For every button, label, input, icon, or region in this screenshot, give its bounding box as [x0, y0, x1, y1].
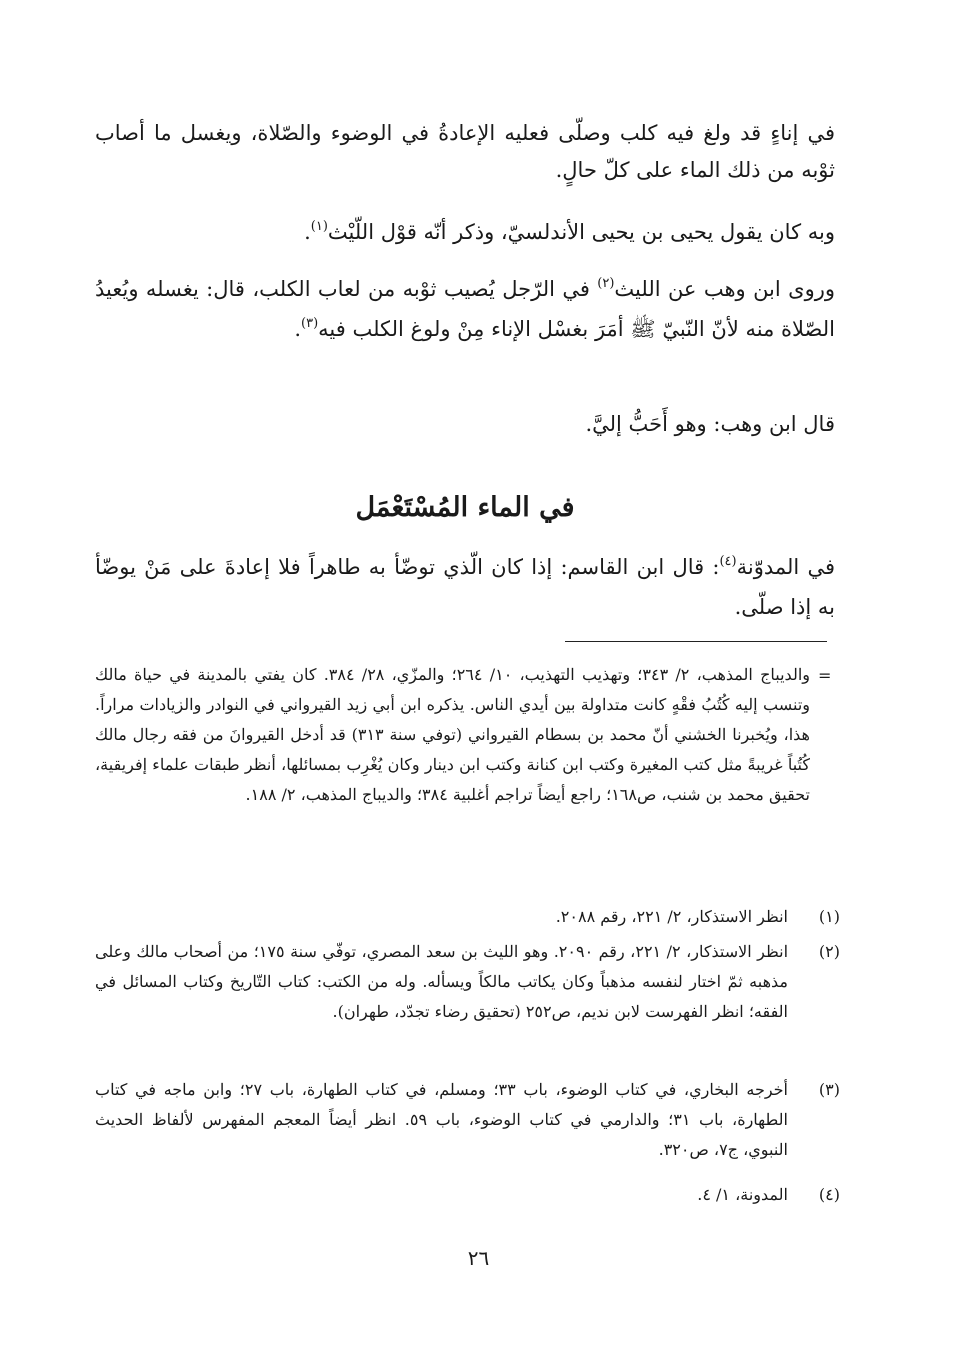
footnote-4-text: المدونة، ١/ ٤.	[697, 1185, 788, 1204]
paragraph-5-text-a: في المدوّنة	[736, 555, 835, 579]
paragraph-3-end: .	[294, 317, 302, 341]
footnote-4	[95, 1180, 840, 1210]
footnote-2-text: انظر الاستذكار، ٢/ ٢٢١، رقم ٢٠٩٠. وهو الليث بن سعد المصري، توفّي سنة ١٧٥؛ من أصحاب مالك وعلى مذهبه ثمّ اختار لنفسه مذهباً وكان يكاتب مالكاً ويسأله. وله من الكتب: كتاب التّاريخ وكتاب المسائل في الفقه؛ انظر الفهرست لابن نديم، ص٢٥٢ (تحقيق رضاء تجدّد، طهران).	[95, 942, 789, 1021]
paragraph-3-text-a: وروى ابن وهب عن الليث	[614, 277, 835, 301]
paragraph-1: في إناءٍ قد ولغ فيه كلب وصلّى فعليه الإعادةُ في الوضوء والصّلاة، ويغسل ما أصاب ثوْبه من ذلك الماء على كلّ حالٍ.	[95, 121, 835, 182]
footnote-ref-1: (١)	[310, 219, 328, 234]
footnote-ref-4: (٤)	[719, 554, 737, 569]
paragraph-5	[95, 549, 835, 626]
paragraph-2-text: وبه كان يقول يحيى بن يحيى الأندلسيّ، وذكر أنّه قوْل اللّيْث	[327, 220, 835, 244]
continued-footnote-marker: =	[818, 666, 832, 685]
footnote-ref-3: (٣)	[301, 316, 319, 331]
paragraph-4: قال ابن وهب: وهو أَحَبُّ إليَّ.	[585, 412, 835, 436]
footnote-2-number: (٢)	[818, 942, 840, 961]
paragraph-5-text-b: : قال ابن القاسم: إذا كان الّذي توضّأ به طاهراً فلا إعادةَ على مَنْ يوضّأ به إذا صلّى.	[95, 555, 835, 619]
footnote-3-text: أخرجه البخاري، في كتاب الوضوء، باب ٣٣؛ ومسلم، في كتاب الطهارة، باب ٢٧؛ وابن ماجه في كتاب الطهارة، باب ٣١؛ والدارمي في كتاب الوضوء، باب ٥٩. انظر أيضاً المعجم المفهرس لألفاظ الحديث النبوي، ج٧، ص٣٢٠.	[95, 1080, 789, 1159]
footnote-4-number: (٤)	[818, 1185, 840, 1204]
footnote-divider	[565, 641, 827, 642]
footnote-ref-2: (٢)	[597, 276, 615, 291]
continued-footnote: والديباج المذهب، ٢/ ٣٤٣؛ وتهذيب التهذيب، ١٠/ ٢٦٤؛ والمزّي، ٢٨/ ٣٨٤. كان يفتي بالمدينة في حياة مالك وتنسب إليه كُتُبُ فقْهٍ كانت متداولة بين أيدي الناس. يذكره ابن أبي زيد القيرواني في النوادر والزيادات مراراً. هذا، ويُخبرنا الخشني أنّ محمد بن بسطام القيرواني (توفي سنة ٣١٣) قد أدخل القيروانَ من فقه رجال مالك كُتُباً غريبةً مثل كتب المغيرة وكتب ابن كنانة وكتب ابن دينار وكان يُغْرِب بمسائلها، أنظر طبقات علماء إفريقية، تحقيق محمد بن شنب، ص١٦٨؛ راجع أيضاً تراجم أغلبية ٣٨٤؛ والديباج المذهب، ٢/ ١٨٨.	[95, 665, 810, 804]
footnote-1-text: انظر الاستذكار، ٢/ ٢٢١، رقم ٢٠٨٨.	[555, 907, 788, 926]
footnote-1	[95, 902, 840, 932]
page-number: ٢٦	[467, 1246, 490, 1270]
footnote-1-number: (١)	[818, 907, 840, 926]
footnote-3	[95, 1075, 840, 1165]
paragraph-2-end: .	[304, 220, 311, 244]
footnote-2	[95, 937, 840, 1027]
paragraph-3-text-b: في الرّجل يُصيب ثوْبه من لعاب الكلب، قال: يغسله ويُعيدُ الصّلاة منه لأنّ النّبيّ ﷺ أمَرَ بغسْل الإناء مِنْ ولوغ الكلب فيه	[95, 277, 835, 341]
section-heading: في الماء المُسْتَعْمَل	[355, 492, 575, 523]
paragraph-2	[95, 214, 835, 254]
paragraph-3	[95, 271, 835, 351]
footnote-3-number: (٣)	[818, 1080, 840, 1099]
